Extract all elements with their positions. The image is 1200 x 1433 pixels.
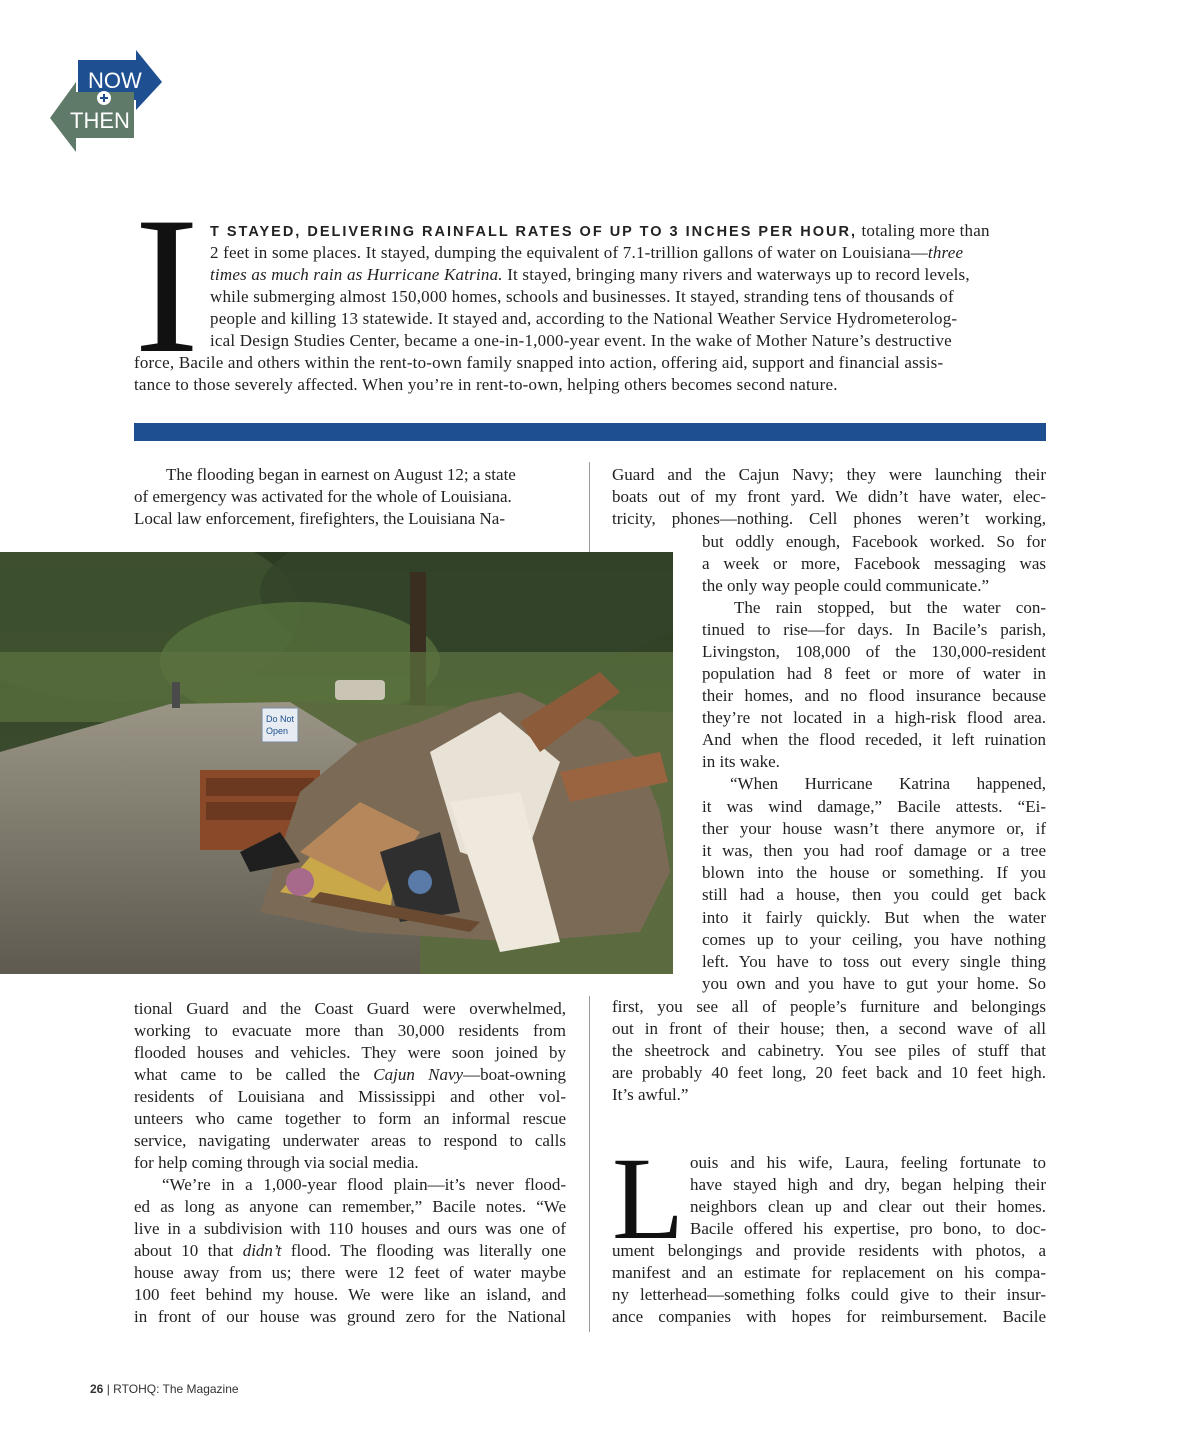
- col1-top-line: of emergency was activated for the whole of Louisiana.: [134, 487, 512, 506]
- col1-line: what came to be called the Cajun Navy—boat-owning: [134, 1065, 566, 1084]
- col2-line: ther your house wasn’t there anymore or, if: [702, 819, 1046, 838]
- col2-line: Guard and the Cajun Navy; they were launching their: [612, 465, 1046, 484]
- col2-line: comes up to your ceiling, you have nothing: [702, 930, 1046, 949]
- column-divider: [589, 996, 590, 1332]
- col2-line: ouis and his wife, Laura, feeling fortunate to: [690, 1153, 1046, 1172]
- col2-line: they’re not located in a high-risk flood area.: [702, 708, 1046, 727]
- intro-dropcap: I: [134, 177, 200, 394]
- col1-line: live in a subdivision with 110 houses and ours was one of: [134, 1219, 566, 1238]
- col2-line: “When Hurricane Katrina happened,: [730, 774, 1046, 793]
- intro-line-8: tance to those severely affected. When you’re in rent-to-own, helping others becomes second nature.: [134, 375, 838, 394]
- col2-line: still had a house, then you could get back: [702, 885, 1046, 904]
- intro-line-3-text: It stayed, bringing many rivers and waterways up to record levels,: [502, 265, 970, 284]
- col2-line: their homes, and no flood insurance because: [702, 686, 1046, 705]
- logo-then: THEN: [70, 108, 130, 133]
- flood-debris-photo: [0, 552, 673, 974]
- col1-line: tional Guard and the Coast Guard were overwhelmed,: [134, 999, 566, 1018]
- col1-top-line: The flooding began in earnest on August 12; a state: [166, 465, 516, 484]
- intro-line-2: [210, 242, 963, 264]
- col1-line: unteers who came together to form an informal rescue: [134, 1109, 566, 1128]
- col2-line: it was wind damage,” Bacile attests. “Ei-: [702, 797, 1046, 816]
- col2-line: are probably 40 feet long, 20 feet back and 10 feet high.: [612, 1063, 1046, 1082]
- col2-line: you own and you have to gut your home. So: [702, 974, 1046, 993]
- col2-line: The rain stopped, but the water con-: [734, 598, 1046, 617]
- intro-line-3-italic: times as much rain as Hurricane Katrina.: [210, 265, 503, 284]
- svg-text:Open: Open: [266, 726, 289, 736]
- intro-line-4: while submerging almost 150,000 homes, schools and businesses. It stayed, stranding tens of thousands of: [210, 287, 954, 306]
- col2-line: the only way people could communicate.”: [702, 576, 990, 595]
- col2-line: a week or more, Facebook messaging was: [702, 554, 1046, 573]
- svg-text:Do Not: Do Not: [266, 714, 295, 724]
- col2-line: boats out of my front yard. We didn’t have water, elec-: [612, 487, 1046, 506]
- intro-line-1: [210, 220, 1046, 242]
- intro-line-1-rest: totaling more than: [857, 221, 990, 240]
- magazine-title: RTOHQ: The Magazine: [113, 1382, 239, 1396]
- col1-line: working to evacuate more than 30,000 residents from: [134, 1021, 566, 1040]
- col2-line: tinued to rise—for days. In Bacile’s parish,: [702, 620, 1046, 639]
- section-dropcap: L: [612, 1133, 685, 1264]
- col2-line: And when the flood receded, it left ruination: [702, 730, 1046, 749]
- now-then-logo: [48, 48, 168, 154]
- intro-line-6: ical Design Studies Center, became a one-in-1,000-year event. In the wake of Mother Nature’s destructive: [210, 331, 952, 350]
- col2-line: have stayed high and dry, began helping their: [690, 1175, 1046, 1194]
- logo-now: NOW: [88, 68, 142, 93]
- col2-line: manifest and an estimate for replacement on his compa-: [612, 1263, 1046, 1282]
- intro-line-7: force, Bacile and others within the rent-to-own family snapped into action, offering aid, support and financial assis-: [134, 353, 944, 372]
- col2-line: Livingston, 108,000 of the 130,000-resident: [702, 642, 1046, 661]
- col2-line: ny letterhead—something folks could give to their insur-: [612, 1285, 1046, 1304]
- col1-line: residents of Louisiana and Mississippi and other vol-: [134, 1087, 566, 1106]
- col2-line: neighbors clean up and clear out their homes.: [690, 1197, 1046, 1216]
- col1-line: flooded houses and vehicles. They were soon joined by: [134, 1043, 566, 1062]
- col1-line: about 10 that didn’t flood. The flooding was literally one: [134, 1241, 566, 1260]
- col2-line: ument belongings and provide residents with photos, a: [612, 1241, 1046, 1260]
- footer-separator: |: [106, 1382, 110, 1396]
- col2-line: tricity, phones—nothing. Cell phones weren’t working,: [612, 509, 1046, 528]
- col2-line: blown into the house or something. If you: [702, 863, 1046, 882]
- col2-line: out in front of their house; then, a second wave of all: [612, 1019, 1046, 1038]
- column-divider: [589, 462, 590, 554]
- page-number: 26: [90, 1382, 104, 1396]
- intro-line-3: [210, 264, 970, 286]
- col2-line: but oddly enough, Facebook worked. So for: [702, 532, 1046, 551]
- col1-line: house away from us; there were 12 feet of water maybe: [134, 1263, 566, 1282]
- col1-line: “We’re in a 1,000-year flood plain—it’s never flood-: [162, 1175, 566, 1194]
- col2-line: first, you see all of people’s furniture and belongings: [612, 997, 1046, 1016]
- col1-line: service, navigating underwater areas to respond to calls: [134, 1131, 566, 1150]
- col2-line: ance companies with hopes for reimbursement. Bacile: [612, 1307, 1046, 1326]
- col2-line: into it fairly quickly. But when the water: [702, 908, 1046, 927]
- intro-lead: T STAYED, DELIVERING RAINFALL RATES OF UP TO 3 INCHES PER HOUR,: [210, 224, 857, 240]
- col2-line: in its wake.: [702, 752, 780, 771]
- col2-line: It’s awful.”: [612, 1085, 689, 1104]
- col1-line: 100 feet behind my house. We were like an island, and: [134, 1285, 566, 1304]
- intro-line-2-italic: three: [927, 243, 964, 262]
- page-footer: [90, 1382, 239, 1396]
- col2-line: the sheetrock and cabinetry. You see piles of stuff that: [612, 1041, 1046, 1060]
- col2-line: Bacile offered his expertise, pro bono, to doc-: [690, 1219, 1046, 1238]
- intro-line-2-text: 2 feet in some places. It stayed, dumping the equivalent of 7.1-trillion gallons of water on Louisiana—: [210, 243, 928, 262]
- intro-line-5: people and killing 13 statewide. It stayed and, according to the National Weather Service Hydrometerolog-: [210, 309, 958, 328]
- col1-line: in front of our house was ground zero for the National: [134, 1307, 566, 1326]
- section-rule: [134, 423, 1046, 441]
- col2-line: population had 8 feet or more of water in: [702, 664, 1046, 683]
- col2-line: left. You have to toss out every single thing: [702, 952, 1046, 971]
- col1-top-line: Local law enforcement, firefighters, the Louisiana Na-: [134, 509, 506, 528]
- col2-line: it was, then you had roof damage or a tree: [702, 841, 1046, 860]
- col1-line: ed as long as anyone can remember,” Bacile notes. “We: [134, 1197, 566, 1216]
- col1-line: for help coming through via social media.: [134, 1153, 419, 1172]
